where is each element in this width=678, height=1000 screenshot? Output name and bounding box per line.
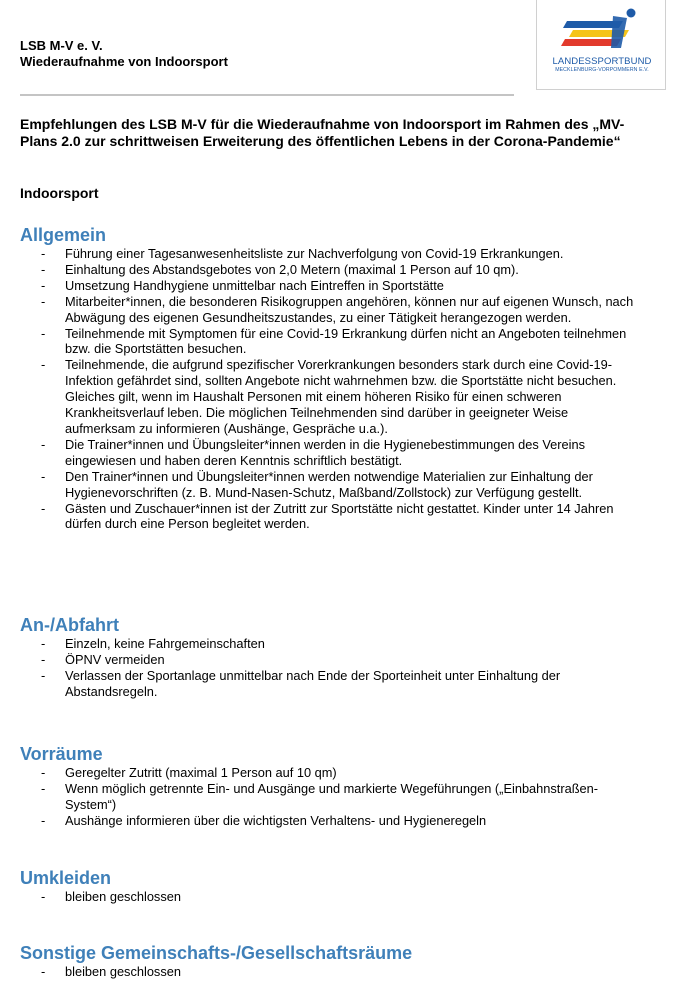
sportbund-emblem-icon — [561, 8, 643, 54]
section-heading-umkleiden: Umkleiden — [20, 868, 112, 888]
list-item: - bleiben geschlossen — [41, 889, 181, 904]
document-title: Empfehlungen des LSB M-V für die Wiederaufnahme von Indoorsport im Rahmen des „MV-Plans 2.0 zur schrittweisen Erweiterung des öffentlichen Lebens in der Corona-Pandemie“ — [20, 116, 625, 149]
list-item: - Geregelter Zutritt (maximal 1 Person auf 10 qm) — [41, 765, 337, 780]
list-item: - Den Trainer*innen und Übungsleiter*innen werden notwendige Materialien zur Einhaltung der Hygienevorschriften (z. B. Mund-Nasen-Schutz, Maßband/Zollstock) zur Verfügung gestellt. — [41, 468, 593, 500]
bullet-dash: - — [41, 277, 46, 293]
bullet-dash: - — [41, 889, 46, 904]
bullet-dash: - — [41, 500, 46, 516]
logo-subtitle: MECKLENBURG-VORPOMMERN E.V. — [555, 67, 649, 73]
list-item: - Verlassen der Sportanlage unmittelbar nach Ende der Sporteinheit unter Einhaltung der Abstandsregeln. — [41, 667, 561, 699]
bullet-dash: - — [41, 812, 46, 828]
section-list-gemeinschaftsraeume — [0, 964, 640, 980]
bullet-dash: - — [41, 667, 46, 683]
document-subtitle: Indoorsport — [20, 185, 99, 201]
list-item: - bleiben geschlossen — [41, 964, 181, 979]
bullet-dash: - — [41, 468, 46, 484]
bullet-dash: - — [41, 261, 46, 277]
section-list-vorraeume — [0, 765, 640, 829]
list-item: - Umsetzung Handhygiene unmittelbar nach Eintreffen in Sportstätte — [41, 277, 444, 293]
section-heading-gemeinschaftsraeume: Sonstige Gemeinschafts-/Gesellschaftsräume — [20, 943, 413, 963]
section-heading-allgemein: Allgemein — [20, 225, 107, 245]
bullet-dash: - — [41, 357, 46, 373]
list-item: - Wenn möglich getrennte Ein- und Ausgänge und markierte Wegeführungen („Einbahnstraßen-System“) — [41, 780, 599, 812]
logo-title: LANDESSPORTBUND — [552, 56, 652, 67]
document-header — [20, 38, 228, 70]
list-item: - Führung einer Tagesanwesenheitsliste zur Nachverfolgung von Covid-19 Erkrankungen. — [41, 246, 564, 261]
section-list-allgemein — [0, 246, 640, 532]
bullet-dash: - — [41, 246, 46, 261]
header-subject: Wiederaufnahme von Indoorsport — [20, 54, 228, 69]
list-item: - Gästen und Zuschauer*innen ist der Zutritt zur Sportstätte nicht gestattet. Kinder unter 14 Jahren dürfen durch eine Person begleitet werden. — [41, 500, 614, 532]
bullet-dash: - — [41, 651, 46, 667]
bullet-dash: - — [41, 325, 46, 341]
bullet-dash: - — [41, 293, 46, 309]
bullet-dash: - — [41, 636, 46, 651]
bullet-dash: - — [41, 765, 46, 780]
bullet-dash: - — [41, 964, 46, 979]
list-item: - Teilnehmende mit Symptomen für eine Covid-19 Erkrankung dürfen nicht an Angeboten teilnehmen bzw. die Sportstätten besuchen. — [41, 325, 627, 357]
bullet-dash: - — [41, 780, 46, 796]
list-item: - Einzeln, keine Fahrgemeinschaften — [41, 636, 265, 651]
landessportbund-logo — [536, 0, 666, 90]
list-item: - Aushänge informieren über die wichtigsten Verhaltens- und Hygieneregeln — [41, 812, 487, 828]
section-heading-vorraeume: Vorräume — [20, 744, 103, 764]
bullet-dash: - — [41, 436, 46, 452]
header-divider — [20, 94, 514, 96]
section-list-anfahrt — [0, 636, 640, 700]
section-heading-anfahrt: An-/Abfahrt — [20, 615, 119, 635]
list-item: - Einhaltung des Abstandsgebotes von 2,0 Metern (maximal 1 Person auf 10 qm). — [41, 261, 519, 277]
list-item: - Die Trainer*innen und Übungsleiter*innen werden in die Hygienebestimmungen des Vereins eingewiesen und haben deren Kenntnis schriftlich bestätigt. — [41, 436, 586, 468]
list-item: - Teilnehmende, die aufgrund spezifischer Vorerkrankungen besonders stark durch eine Covid-19-Infektion gefährdet sind, sollten Angebote nicht wahrnehmen bzw. die Sportstätte nicht besuchen. Gleiches gilt, wenn im Haushalt Personen mit einem höheren Risiko für einen schweren Krankheitsverlauf leben. Die möglichen Teilnehmenden sind darüber in geeigneter Weise aufmerksam zu informieren (Aushänge, Gespräche u.a.). — [41, 357, 617, 436]
list-item: - ÖPNV vermeiden — [41, 651, 165, 667]
section-list-umkleiden — [0, 889, 640, 905]
list-item: - Mitarbeiter*innen, die besonderen Risikogruppen angehören, können nur auf eigenen Wunsch, nach Abwägung des eigenen Gesundheitszustandes, zu einer Tätigkeit herangezogen werden. — [41, 293, 634, 325]
header-org: LSB M-V e. V. — [20, 38, 103, 53]
